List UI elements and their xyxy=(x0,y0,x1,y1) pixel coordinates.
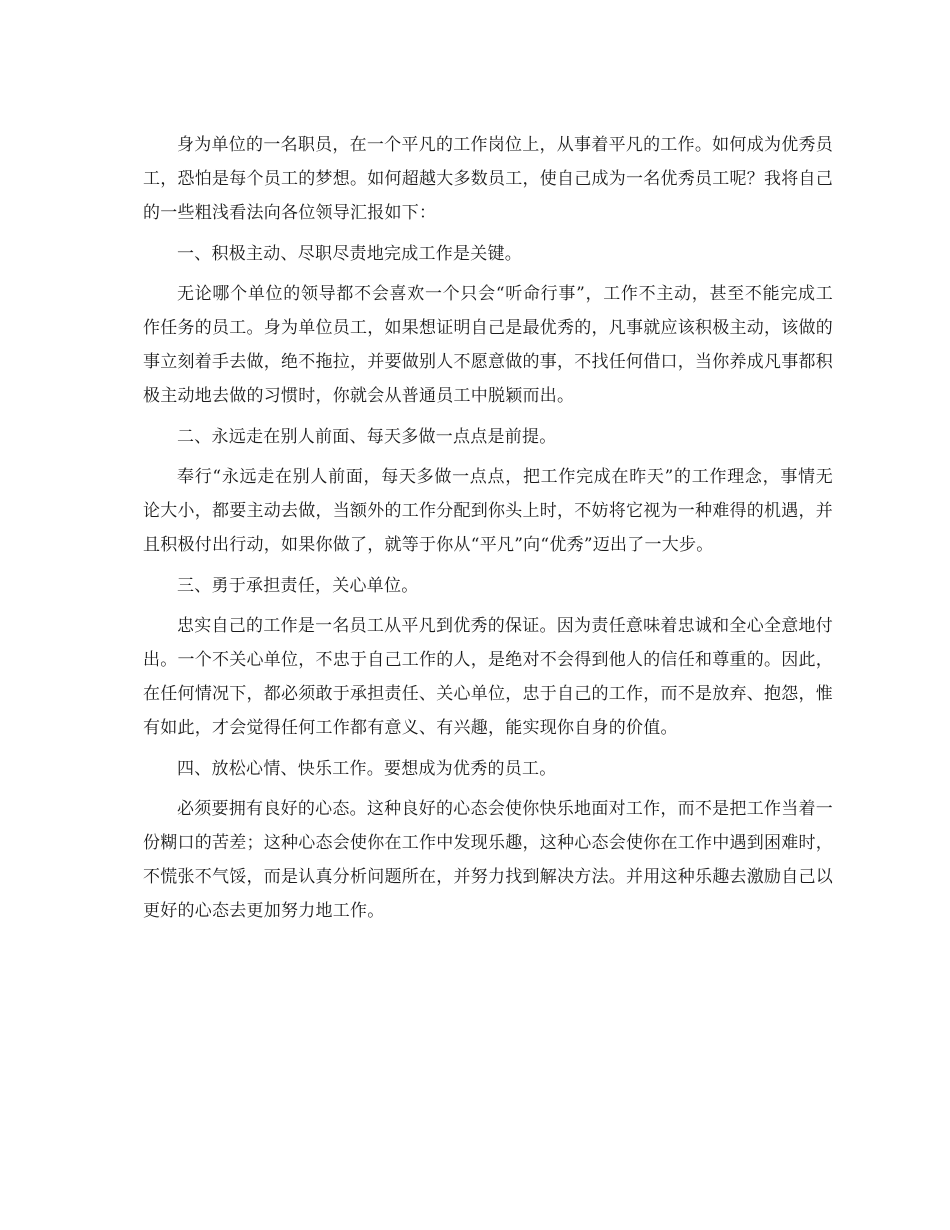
intro-paragraph: 身为单位的一名职员，在一个平凡的工作岗位上，从事着平凡的工作。如何成为优秀员工，恐怕是每个员工的梦想。如何超越大多数员工，使自己成为一名优秀员工呢？我将自己的一些粗浅看法向各位领导汇报如下： xyxy=(143,135,833,223)
section-paragraph-1: 无论哪个单位的领导都不会喜欢一个只会“听命行事”，工作不主动，甚至不能完成工作任务的员工。身为单位员工，如果想证明自己是最优秀的，凡事就应该积极主动，该做的事立刻着手去做，绝不拖拉，并要做别人不愿意做的事，不找任何借口，当你养成凡事都积极主动地去做的习惯时，你就会从普通员工中脱颖而出。 xyxy=(143,284,833,406)
document-body xyxy=(143,128,833,935)
section-heading-4: 四、放松心情、快乐工作。要想成为优秀的员工。 xyxy=(177,758,557,779)
section-heading-2: 二、永远走在别人前面、每天多做一点点是前提。 xyxy=(177,426,557,447)
section-paragraph-2: 奉行“永远走在别人前面，每天多做一点点，把工作完成在昨天”的工作理念，事情无论大小，都要主动去做，当额外的工作分配到你头上时，不妨将它视为一种难得的机遇，并且积极付出行动，如果你做了，就等于你从“平凡”向“优秀”迈出了一大步。 xyxy=(143,467,833,555)
section-heading-1: 一、积极主动、尽职尽责地完成工作是关键。 xyxy=(177,243,522,264)
section-paragraph-3: 忠实自己的工作是一名员工从平凡到优秀的保证。因为责任意味着忠诚和全心全意地付出。一个不关心单位，不忠于自己工作的人，是绝对不会得到他人的信任和尊重的。因此，在任何情况下，都必须敢于承担责任、关心单位，忠于自己的工作，而不是放弃、抱怨，惟有如此，才会觉得任何工作都有意义、有兴趣，能实现你自身的价值。 xyxy=(143,616,833,738)
section-paragraph-4: 必须要拥有良好的心态。这种良好的心态会使你快乐地面对工作，而不是把工作当着一份糊口的苦差；这种心态会使你在工作中发现乐趣，这种心态会使你在工作中遇到困难时，不慌张不气馁，而是认真分析问题所在，并努力找到解决方法。并用这种乐趣去激励自己以更好的心态去更加努力地工作。 xyxy=(143,799,833,921)
section-heading-3: 三、勇于承担责任，关心单位。 xyxy=(177,575,419,596)
